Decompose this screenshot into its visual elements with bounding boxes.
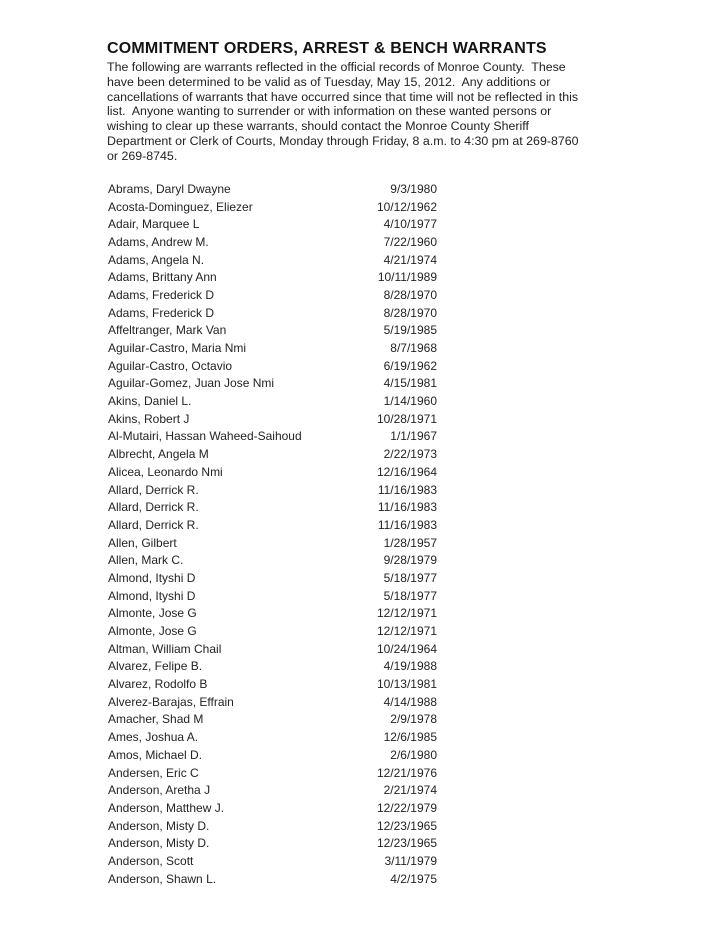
warrant-name: Allard, Derrick R. <box>108 517 199 532</box>
warrant-dob: 10/24/1964 <box>376 641 437 656</box>
table-row <box>108 781 437 799</box>
warrant-name: Allard, Derrick R. <box>108 482 199 497</box>
intro-line: The following are warrants reflected in the official records of Monroe County. These <box>107 60 566 74</box>
warrant-name: Almond, Ityshi D <box>108 570 196 585</box>
table-row <box>108 286 437 304</box>
table-row <box>108 322 437 340</box>
warrant-dob: 1/28/1957 <box>383 535 437 550</box>
warrant-dob: 4/19/1988 <box>383 659 437 674</box>
warrant-name: Almonte, Jose G <box>108 606 197 621</box>
warrant-name: Adams, Andrew M. <box>108 234 209 249</box>
table-row <box>108 658 437 676</box>
table-row <box>108 481 437 499</box>
warrant-name: Alvarez, Rodolfo B <box>108 677 208 692</box>
intro-line: wishing to clear up these warrants, should contact the Monroe County Sheriff <box>107 119 529 134</box>
warrant-dob: 2/21/1974 <box>383 783 437 798</box>
table-row <box>108 728 437 746</box>
table-row <box>108 233 437 251</box>
warrant-name: Alicea, Leonardo Nmi <box>108 464 223 479</box>
warrant-name: Albrecht, Angela M <box>108 447 209 462</box>
intro-line: or 269-8745. <box>107 148 178 163</box>
table-row <box>108 551 437 569</box>
warrant-name: Allen, Mark C. <box>108 553 184 568</box>
table-row <box>108 834 437 852</box>
warrant-name: Aguilar-Castro, Maria Nmi <box>108 341 247 356</box>
warrant-dob: 12/12/1971 <box>376 606 437 621</box>
warrant-dob: 12/23/1965 <box>376 836 437 851</box>
table-row <box>108 605 437 623</box>
warrant-name: Anderson, Aretha J <box>108 783 211 798</box>
warrant-dob: 10/12/1962 <box>376 199 437 214</box>
warrant-dob: 5/18/1977 <box>383 588 437 603</box>
intro-line: list. Anyone wanting to surrender or with information on these wanted persons or <box>107 104 552 119</box>
warrant-name: Akins, Robert J <box>108 411 190 426</box>
warrant-name: Acosta-Dominguez, Eliezer <box>108 199 253 214</box>
warrant-dob: 1/14/1960 <box>383 394 437 409</box>
table-row <box>108 534 437 552</box>
warrant-dob: 12/12/1971 <box>376 624 437 639</box>
table-row <box>108 251 437 269</box>
warrant-dob: 11/16/1983 <box>377 517 437 532</box>
warrant-name: Allen, Gilbert <box>108 535 177 550</box>
warrant-dob: 11/16/1983 <box>377 482 437 497</box>
table-row <box>108 817 437 835</box>
warrant-dob: 3/11/1979 <box>384 853 437 868</box>
table-row <box>108 375 437 393</box>
warrant-dob: 7/22/1960 <box>383 234 437 249</box>
warrant-dob: 4/2/1975 <box>390 871 437 886</box>
intro-line: have been determined to be valid as of Tuesday, May 15, 2012. Any additions or <box>107 74 551 89</box>
table-row <box>108 463 437 481</box>
warrant-dob: 4/21/1974 <box>383 252 437 267</box>
warrant-dob: 8/28/1970 <box>383 287 437 302</box>
warrant-name: Allard, Derrick R. <box>108 500 199 515</box>
warrant-name: Alvarez, Felipe B. <box>108 659 203 674</box>
intro-line: Department or Clerk of Courts, Monday through Friday, 8 a.m. to 4:30 pm at 269-8760 <box>107 133 579 148</box>
table-row <box>108 180 437 198</box>
warrant-name: Amacher, Shad M <box>108 712 204 727</box>
warrant-list <box>108 180 437 888</box>
warrant-dob: 9/28/1979 <box>383 553 437 568</box>
table-row <box>108 693 437 711</box>
warrant-dob: 4/15/1981 <box>383 376 437 391</box>
table-row <box>108 516 437 534</box>
warrant-name: Anderson, Misty D. <box>108 818 210 833</box>
warrant-name: Amos, Michael D. <box>108 747 203 762</box>
table-row <box>108 428 437 446</box>
table-row <box>108 392 437 410</box>
table-row <box>108 870 437 888</box>
warrant-dob: 1/1/1967 <box>390 429 437 444</box>
warrant-name: Adams, Frederick D <box>108 305 215 320</box>
table-row <box>108 852 437 870</box>
warrant-dob: 6/19/1962 <box>383 358 437 373</box>
warrant-name: Aguilar-Castro, Octavio <box>108 358 233 373</box>
warrant-dob: 8/7/1968 <box>390 341 437 356</box>
warrant-dob: 2/6/1980 <box>390 747 437 762</box>
warrant-dob: 2/9/1978 <box>390 712 437 727</box>
warrant-name: Almonte, Jose G <box>108 624 197 639</box>
table-row <box>108 498 437 516</box>
warrant-dob: 4/10/1977 <box>383 217 437 232</box>
table-row <box>108 764 437 782</box>
warrant-name: Adams, Angela N. <box>108 252 205 267</box>
table-row <box>108 357 437 375</box>
table-row <box>108 622 437 640</box>
table-row <box>108 569 437 587</box>
warrant-dob: 12/22/1979 <box>376 800 437 815</box>
warrant-dob: 11/16/1983 <box>377 500 437 515</box>
warrant-name: Andersen, Eric C <box>108 765 199 780</box>
warrant-name: Adams, Frederick D <box>108 287 215 302</box>
warrant-name: Akins, Daniel L. <box>108 394 192 409</box>
warrant-dob: 12/23/1965 <box>376 818 437 833</box>
warrant-dob: 12/6/1985 <box>383 730 437 745</box>
warrant-name: Almond, Ityshi D <box>108 588 196 603</box>
warrant-name: Affeltranger, Mark Van <box>108 323 227 338</box>
table-row <box>108 675 437 693</box>
warrant-name: Alverez-Barajas, Effrain <box>108 694 234 709</box>
table-row <box>108 587 437 605</box>
warrant-name: Adair, Marquee L <box>108 217 200 232</box>
table-row <box>108 445 437 463</box>
warrant-name: Altman, William Chail <box>108 641 222 656</box>
table-row <box>108 410 437 428</box>
page-title: COMMITMENT ORDERS, ARREST & BENCH WARRANTS <box>107 40 547 57</box>
warrant-name: Anderson, Misty D. <box>108 836 210 851</box>
warrant-dob: 10/13/1981 <box>376 677 437 692</box>
table-row <box>108 215 437 233</box>
warrant-name: Anderson, Scott <box>108 853 194 868</box>
warrant-dob: 9/3/1980 <box>390 181 437 196</box>
table-row <box>108 268 437 286</box>
table-row <box>108 304 437 322</box>
table-row <box>108 711 437 729</box>
warrant-name: Ames, Joshua A. <box>108 730 199 745</box>
warrant-dob: 12/16/1964 <box>376 464 437 479</box>
warrant-name: Adams, Brittany Ann <box>108 270 217 285</box>
intro-paragraph <box>107 60 579 164</box>
table-row <box>108 339 437 357</box>
table-row <box>108 746 437 764</box>
warrant-name: Anderson, Shawn L. <box>108 871 217 886</box>
warrant-dob: 5/19/1985 <box>383 323 437 338</box>
warrant-name: Abrams, Daryl Dwayne <box>108 181 231 196</box>
warrant-dob: 10/11/1989 <box>377 270 437 285</box>
warrant-dob: 8/28/1970 <box>383 305 437 320</box>
table-row <box>108 799 437 817</box>
intro-line: cancellations of warrants that have occurred since that time will not be reflected in this <box>107 89 579 104</box>
warrant-dob: 2/22/1973 <box>383 447 437 462</box>
warrant-name: Anderson, Matthew J. <box>108 800 225 815</box>
warrant-dob: 12/21/1976 <box>376 765 437 780</box>
table-row <box>108 198 437 216</box>
warrant-dob: 5/18/1977 <box>383 570 437 585</box>
warrant-name: Al-Mutairi, Hassan Waheed-Saihoud <box>108 429 302 444</box>
warrant-dob: 10/28/1971 <box>376 411 437 426</box>
warrant-name: Aguilar-Gomez, Juan Jose Nmi <box>108 376 275 391</box>
table-row <box>108 640 437 658</box>
warrant-dob: 4/14/1988 <box>383 694 437 709</box>
